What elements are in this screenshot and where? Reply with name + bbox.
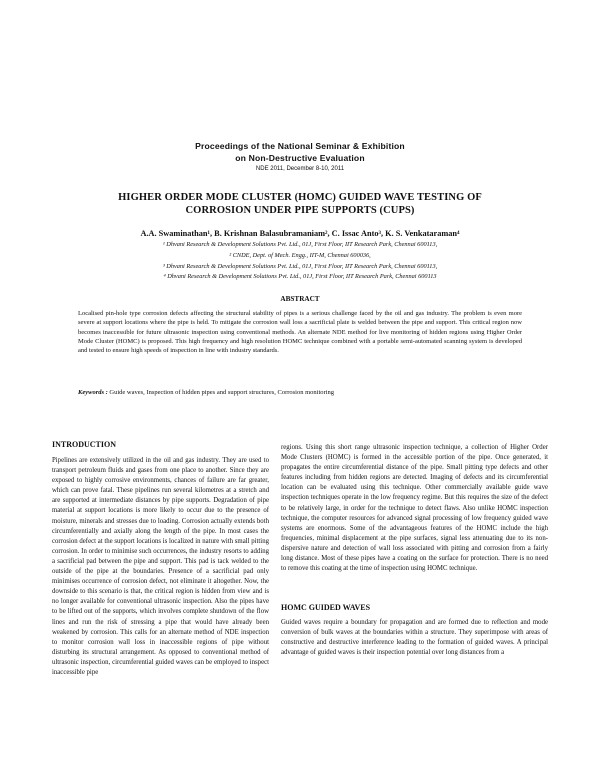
abstract-heading: ABSTRACT [280,295,320,303]
homc-heading: HOMC GUIDED WAVES [281,603,371,612]
abstract-text: Localised pin-hole type corrosion defects affecting the structural stability of pipes is a serious challenge faced by the oil and gas industry. The problem is even more severe at support locations where the pipe is held. To mitigate the corrosion wall loss a sacrificial plate is welded between the pipe and support. This critical region now becomes inaccessible for future ultrasonic inspection using conventional methods. An alternate NDE method for live monitoring of hidden regions using Higher Order Mode Cluster (HOMC) is proposed. This high frequency and high resolution HOMC technique combined with a portable semi-automated scanning system is developed and tested to ensure high speeds of inspection in line with industry standards. [78,310,522,355]
homc-body: Guided waves require a boundary for propagation and are formed due to reflection and mode conversion of bulk waves at the boundaries within a structure. They superimpose with areas of constructive and destructive interference leading to the formation of guided waves. A principal advantage of guided waves is their inspection potential over long distances from a [281,619,548,657]
introduction-heading: INTRODUCTION [52,440,117,449]
affiliation-4: ⁴ Dhvani Research & Development Solutions Pvt. Ltd., 01J, First Floor, IIT Research Park, Chennai 600113 [163,273,437,280]
affiliation-1: ¹ Dhvani Research & Development Solutions Pvt. Ltd., 01J, First Floor, IIT Research Park, Chennai 600113, [162,241,438,248]
keywords-text: Guide waves, Inspection of hidden pipes and support structures, Corrosion monitoring [109,389,334,396]
conference-dates: NDE 2011, December 8-10, 2011 [255,166,345,172]
affiliation-2: ² CNDE, Dept. of Mech. Engg., IIT-M, Chennai 600036, [229,252,371,259]
conference-line-1: Proceedings of the National Seminar & Exhibition [195,141,405,151]
conference-line-2: on Non-Destructive Evaluation [235,153,365,163]
introduction-body: Pipelines are extensively utilized in the oil and gas industry. They are used to transport petroleum fluids and gases from one place to another. Since they are exposed to highly corrosive environments, chances of failure are far greater, which can prove fatal. These pipelines run several kilometres at a stretch and are supported at intermediate distances by pipe supports. Degradation of pipe material at support locations is more likely to occur due to the presence of moisture, minerals and stresses due to loading. Corrosion actually extends both circumferentially and axially along the length of the pipe. In most cases the corrosion defect at the support locations is localized in nature with small pitting corrosion. In order to minimise such occurrences, the industry resorts to adding a sacrificial pad between the pipe and support. This pad is tack welded to the outside of the pipe at the boundaries. Presence of a sacrificial pad only minimises occurrence of corrosion defect, not eliminate it altogether. Now, the downside to this scenario is that, the critical region is hidden from view and is no longer available for conventional ultrasonic inspection. Also the pipes have to be lifted out of the supports, which involves complete shutdown of the flow lines and run the risk of stressing a pipe that would have already been weakened by corrosion. This calls for an alternate method of NDE inspection to monitor corrosion wall loss in inaccessible regions of pipe without disturbing its structural arrangement. As opposed to conventional method of ultrasonic inspection, circumferential guided waves can be employed to inspect inaccessible pipe [52,457,269,676]
affiliation-3: ³ Dhvani Research & Development Solutions Pvt. Ltd., 01J, First Floor, IIT Research Park, Chennai 600113, [162,263,438,270]
author-list: A.A. Swaminathan¹, B. Krishnan Balasubramaniam², C. Issac Anto³, K. S. Venkataraman⁴ [140,229,460,238]
paper-title-line-1: HIGHER ORDER MODE CLUSTER (HOMC) GUIDED WAVE TESTING OF [118,192,482,203]
paper-title-line-2: CORROSION UNDER PIPE SUPPORTS (CUPS) [185,205,415,216]
introduction-body-continued: regions. Using this short range ultrasonic inspection technique, a collection of Higher Order Mode Clusters (HOMC) is formed in the accessible portion of the pipe. Once generated, it propagates the entire circumferential distance of the pipe. Small pitting type defects and other features including from hidden regions are detected. Imaging of defects and its circumferential location can be evaluated using this technique. Other commercially available guide wave inspection techniques operate in the low frequency regime. But this requires the size of the defect to be relatively large, in order for the technique to detect flaws. Also unlike HOMC inspection technique, the computer resources for advanced signal processing of low frequency guided wave systems are enormous. Some of the advantageous features of the HOMC include the high frequencies, minimal displacement at the pipe surfaces, signal less attenuating due to its non-dispersive nature and detection of wall loss associated with pitting and corrosion from a fairly long distance. Most of these pipes have a coating on the surface for protection. There is no need to remove this coating at the time of inspection using HOMC technique. [281,444,548,573]
keywords-label: Keywords : [78,389,108,396]
keywords [78,389,522,396]
